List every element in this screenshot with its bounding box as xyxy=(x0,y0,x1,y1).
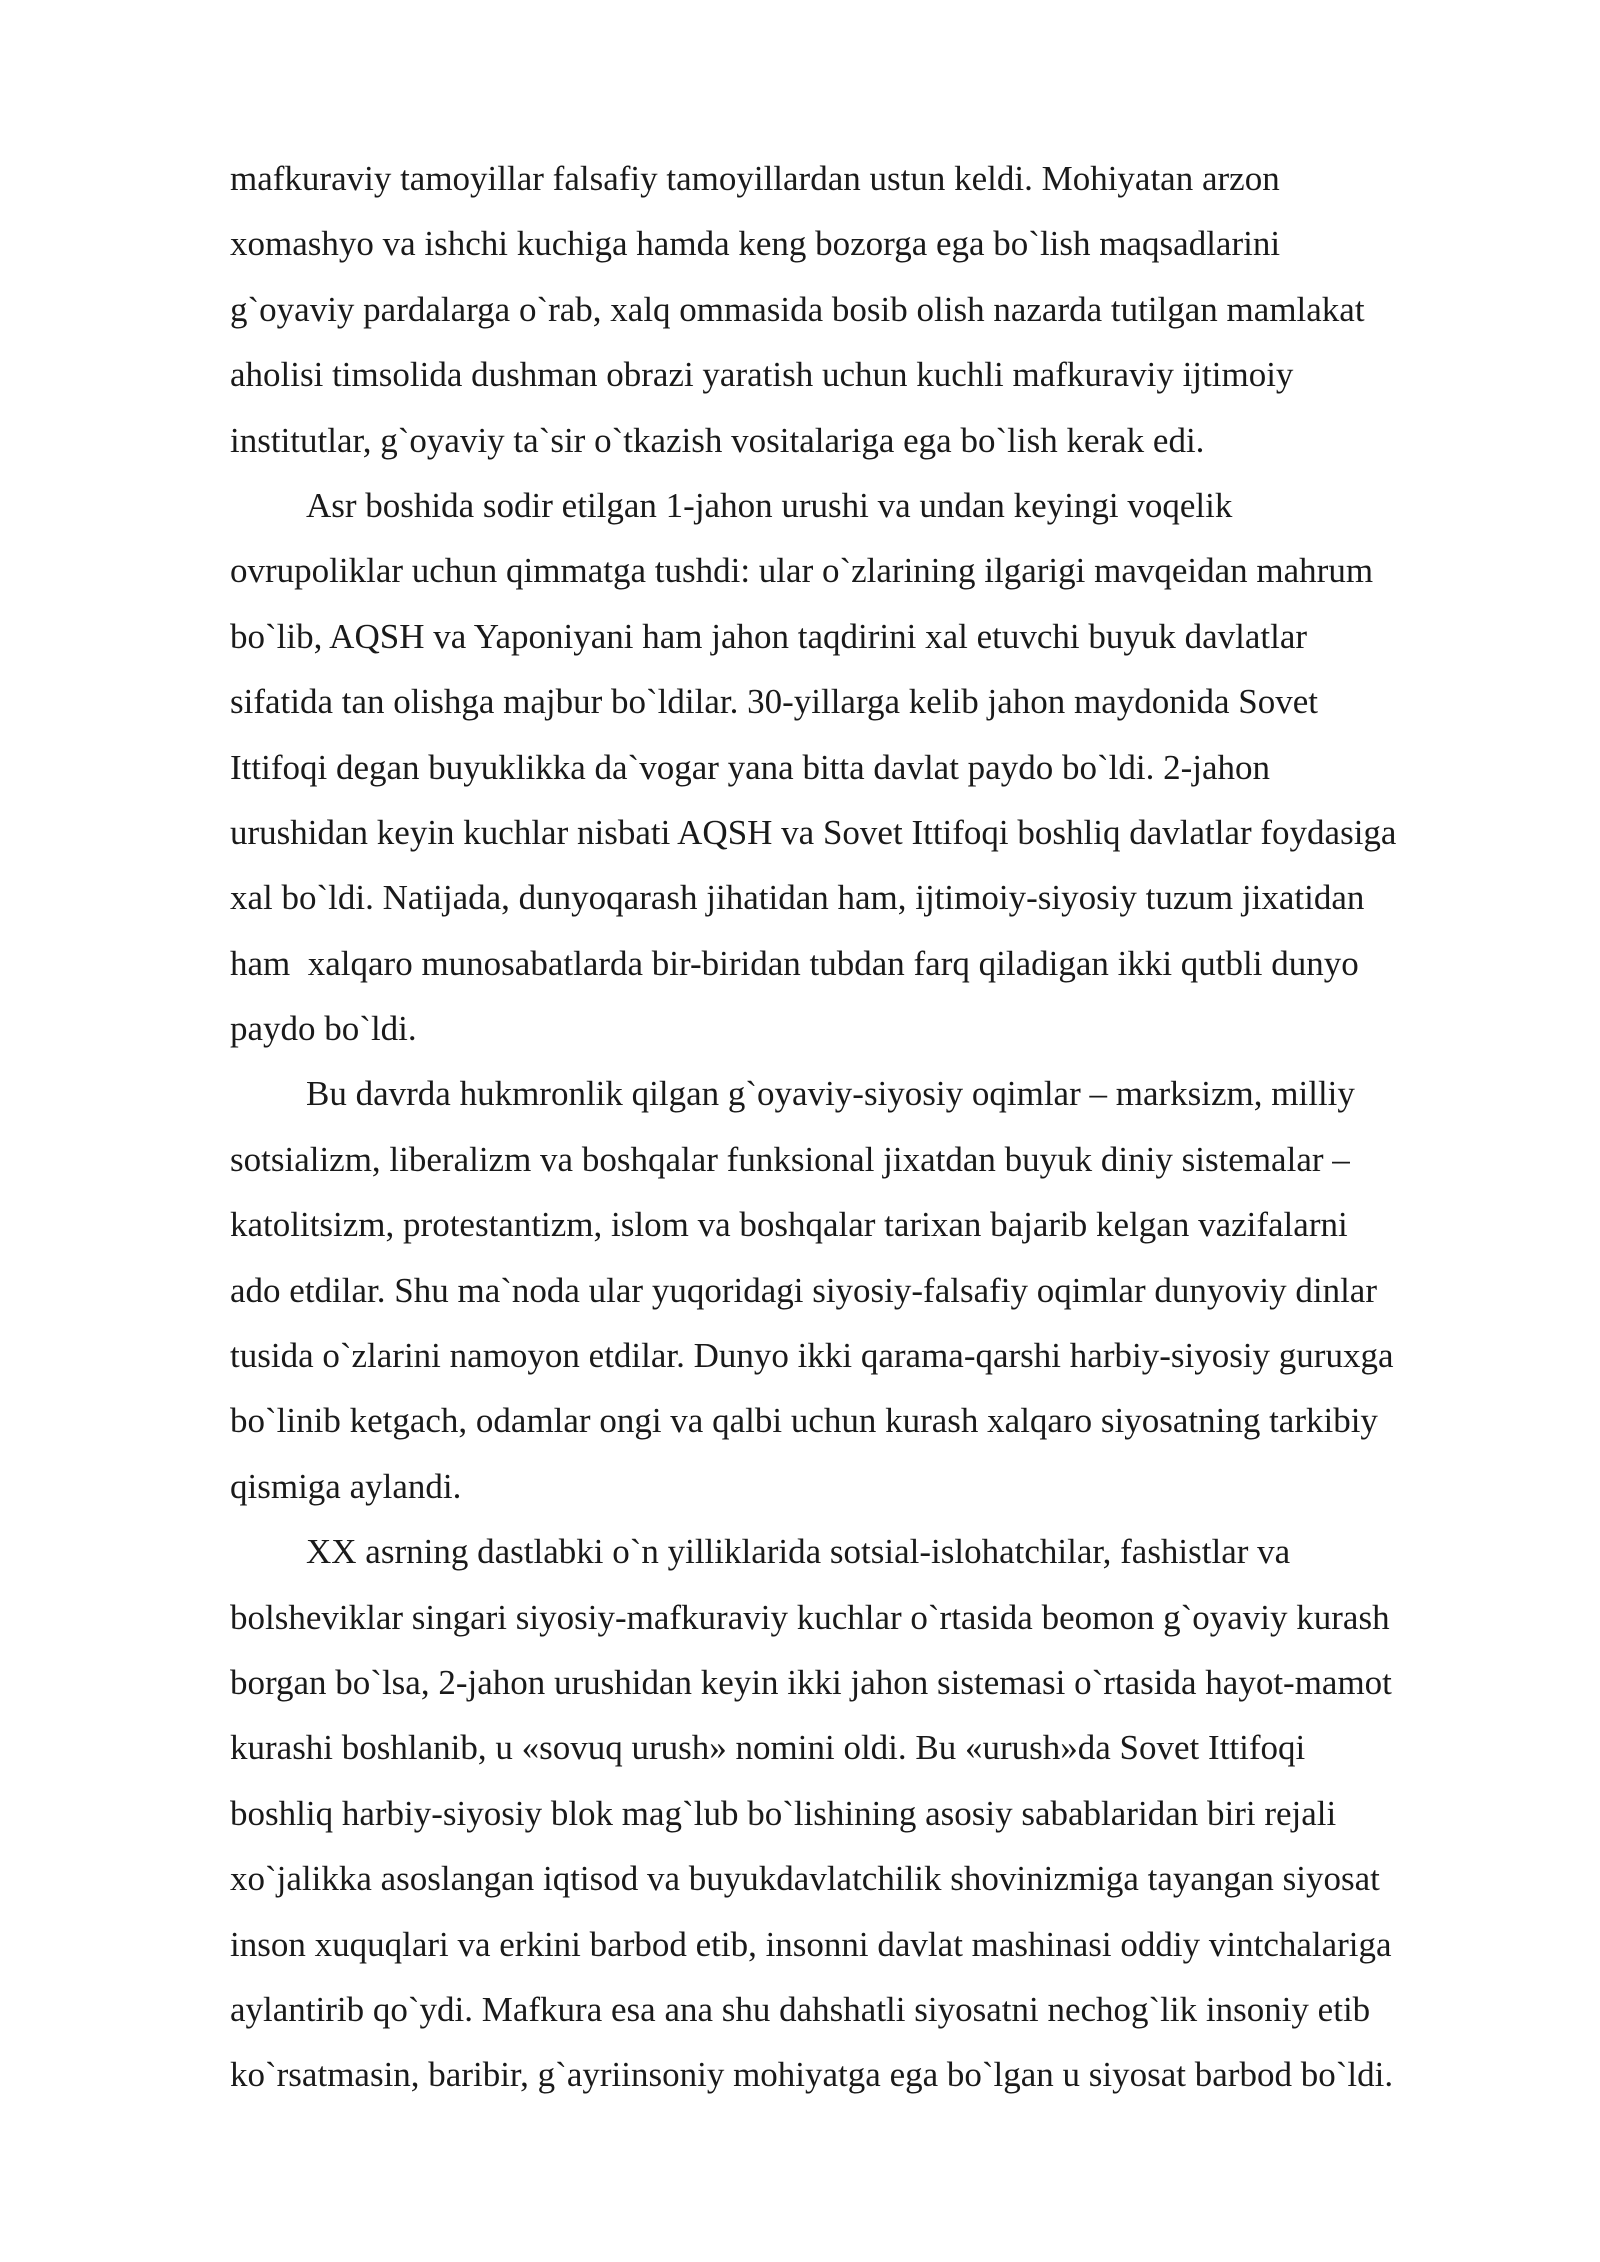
text-line: bo`linib ketgach, odamlar ongi va qalbi uchun kurash xalqaro siyosatning tarkibiy xyxy=(230,1401,1378,1441)
text-line: aholisi timsolida dushman obrazi yaratish uchun kuchli mafkuraviy ijtimoiy xyxy=(230,355,1294,395)
text-line: mafkuraviy tamoyillar falsafiy tamoyillardan ustun keldi. Mohiyatan arzon xyxy=(230,159,1280,198)
text-line: bo`lib, AQSH va Yaponiyani ham jahon taqdirini xal etuvchi buyuk davlatlar xyxy=(230,616,1308,656)
text-line: qismiga aylandi. xyxy=(230,1466,462,1506)
document-body xyxy=(230,146,1490,2108)
text-line: xal bo`ldi. Natijada, dunyoqarash jihatidan ham, ijtimoiy-siyosiy tuzum jixatidan xyxy=(230,878,1365,918)
text-line: aylantirib qo`ydi. Mafkura esa ana shu dahshatli siyosatni nechog`lik insoniy etib xyxy=(230,1989,1371,2029)
text-line: ovrupoliklar uchun qimmatga tushdi: ular o`zlarining ilgarigi mavqeidan mahrum xyxy=(230,551,1374,591)
text-line: xo`jalikka asoslangan iqtisod va buyukdavlatchilik shovinizmiga tayangan siyosat xyxy=(230,1859,1380,1899)
text-line: urushidan keyin kuchlar nisbati AQSH va Sovet Ittifoqi boshliq davlatlar foydasiga xyxy=(230,812,1397,852)
text-line: xomashyo va ishchi kuchiga hamda keng bozorga ega bo`lish maqsadlarini xyxy=(230,224,1281,264)
text-line: ko`rsatmasin, baribir, g`ayriinsoniy mohiyatga ega bo`lgan u siyosat barbod bo`ldi. xyxy=(230,2055,1394,2095)
text-line: bolsheviklar singari siyosiy-mafkuraviy kuchlar o`rtasida beomon g`oyaviy kurash xyxy=(230,1597,1390,1637)
paragraph-first-line: Asr boshida sodir etilgan 1-jahon urushi va undan keyingi voqelik xyxy=(306,485,1233,525)
text-line: katolitsizm, protestantizm, islom va boshqalar tarixan bajarib kelgan vazifalarni xyxy=(230,1205,1348,1245)
text-line: sifatida tan olishga majbur bo`ldilar. 30-yillarga kelib jahon maydonida Sovet xyxy=(230,682,1319,722)
text-line: g`oyaviy pardalarga o`rab, xalq ommasida bosib olish nazarda tutilgan mamlakat xyxy=(230,289,1365,329)
text-line: ham xalqaro munosabatlarda bir-biridan tubdan farq qiladigan ikki qutbli dunyo xyxy=(230,943,1359,983)
paragraph-first-line: XX asrning dastlabki o`n yilliklarida sotsial-islohatchilar, fashistlar va xyxy=(306,1532,1291,1572)
paragraph-first-line: Bu davrda hukmronlik qilgan g`oyaviy-siyosiy oqimlar – marksizm, milliy xyxy=(306,1074,1355,1114)
text-line: boshliq harbiy-siyosiy blok mag`lub bo`lishining asosiy sabablaridan biri rejali xyxy=(230,1793,1337,1833)
text-line: kurashi boshlanib, u «sovuq urush» nomini oldi. Bu «urush»da Sovet Ittifoqi xyxy=(230,1728,1306,1768)
text-line: paydo bo`ldi. xyxy=(230,1009,417,1049)
text-line: ado etdilar. Shu ma`noda ular yuqoridagi siyosiy-falsafiy oqimlar dunyoviy dinlar xyxy=(230,1270,1377,1310)
text-line: borgan bo`lsa, 2-jahon urushidan keyin ikki jahon sistemasi o`rtasida hayot-mamot xyxy=(230,1662,1392,1702)
text-line: institutlar, g`oyaviy ta`sir o`tkazish vositalariga ega bo`lish kerak edi. xyxy=(230,420,1205,460)
text-line: inson xuquqlari va erkini barbod etib, insonni davlat mashinasi oddiy vintchalariga xyxy=(230,1924,1392,1964)
text-line: sotsializm, liberalizm va boshqalar funksional jixatdan buyuk diniy sistemalar – xyxy=(230,1139,1350,1179)
text-line: tusida o`zlarini namoyon etdilar. Dunyo ikki qarama-qarshi harbiy-siyosiy guruxga xyxy=(230,1336,1394,1376)
text-line: Ittifoqi degan buyuklikka da`vogar yana bitta davlat paydo bo`ldi. 2-jahon xyxy=(230,747,1270,787)
